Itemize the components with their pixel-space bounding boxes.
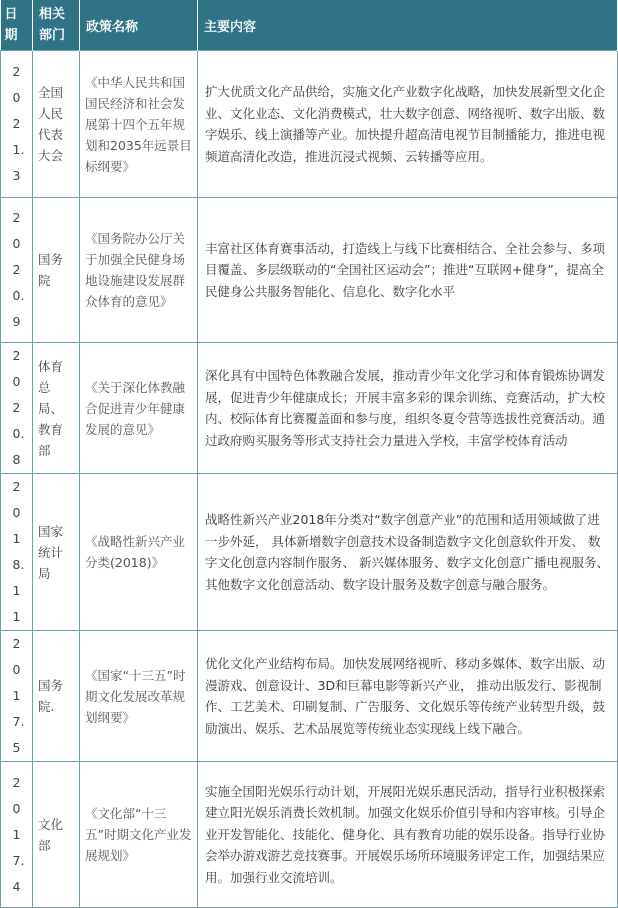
date-stack: 2018.11 xyxy=(12,479,25,624)
header-row xyxy=(1,0,618,51)
row-date xyxy=(1,51,33,198)
table-row xyxy=(1,198,618,343)
row-policy-name: 《文化部“十三五”时期文化产业发展规划》 xyxy=(80,762,198,908)
row-content: 扩大优质文化产品供给，实施文化产业数字化战略，加快发展新型文化企业、文化业态、文化消费模式，壮大数字创意、网络视听、数字出版、数字娱乐、线上演播等产业。加快提升超高清电视节目制播能力，推进电视频道高清化改造，推进沉浸式视频、云转播等应用。 xyxy=(198,51,618,198)
row-date xyxy=(1,343,33,474)
row-policy-name: 《国务院办公厅关于加强全民健身场地设施建设发展群众体育的意见》 xyxy=(80,198,198,343)
row-policy-name: 《战略性新兴产业分类(2018)》 xyxy=(80,474,198,631)
header-policy-name: 政策名称 xyxy=(80,0,198,51)
row-content: 战略性新兴产业2018年分类对“数字创意产业”的范围和适用领域做了进一步外延， 具体新增数字创意技术设备制造数字文化创意软件开发、 数字文化创意内容制作服务、 新兴媒体服务、数字文化创意广播电视服务、其他数字文化创意活动、数字设计服务及数字创意与融合服务。 xyxy=(198,474,618,631)
row-date xyxy=(1,198,33,343)
row-date xyxy=(1,762,33,908)
table-row xyxy=(1,343,618,474)
row-dept: 文化部 xyxy=(33,762,80,908)
table-row xyxy=(1,474,618,631)
table-row xyxy=(1,631,618,762)
row-policy-name: 《国家“十三五”时期文化发展改革规划纲要》 xyxy=(80,631,198,762)
table-row xyxy=(1,51,618,198)
header-dept: 相关部门 xyxy=(33,0,80,51)
date-stack: 2021.3 xyxy=(12,64,25,183)
date-stack: 2017.4 xyxy=(12,774,25,894)
row-dept: 全国人民代表大会 xyxy=(33,51,80,198)
row-dept: 国家统计局 xyxy=(33,474,80,631)
row-date xyxy=(1,474,33,631)
row-policy-name: 《中华人民共和国国民经济和社会发展第十四个五年规划和2035年远景目标纲要》 xyxy=(80,51,198,198)
row-dept: 体育总局、教育部 xyxy=(33,343,80,474)
row-dept: 国务院 xyxy=(33,198,80,343)
table-row xyxy=(1,762,618,908)
row-content: 深化具有中国特色体教融合发展，推动青少年文化学习和体育锻炼协调发展，促进青少年健康成长；开展丰富多彩的课余训练、竞赛活动，扩大校内、校际体育比赛覆盖面和参与度，组织冬夏令营等选拔性竞赛活动。通过政府购买服务等形式支持社会力量进入学校，丰富学校体育活动 xyxy=(198,343,618,474)
row-policy-name: 《关于深化体教融合促进青少年健康发展的意见》 xyxy=(80,343,198,474)
row-date xyxy=(1,631,33,762)
row-content: 实施全国阳光娱乐行动计划，开展阳光娱乐惠民活动，指导行业积极探索建立阳光娱乐消费长效机制。加强文化娱乐价值引导和内容审核。引导企业开发智能化、技能化、健身化、具有教育功能的娱乐设备。指导行业协会举办游戏游艺竞技赛事。开展娱乐场所环境服务评定工作，加强结果应用。加强行业交流培训。 xyxy=(198,762,618,908)
row-content: 丰富社区体育赛事活动，打造线上与线下比赛相结合、全社会参与、多项目覆盖、多层级联动的“全国社区运动会”；推进“互联网+健身”，提高全民健身公共服务智能化、信息化、数字化水平 xyxy=(198,198,618,343)
date-stack: 2020.9 xyxy=(12,210,25,329)
date-stack: 2017.5 xyxy=(12,636,25,755)
row-content: 优化文化产业结构布局。加快发展网络视听、移动多媒体、数字出版、动漫游戏、创意设计、3D和巨幕电影等新兴产业， 推动出版发行、影视制作、工艺美术、印刷复制、广告服务、文化娱乐等传统产业转型升级，鼓励演出、娱乐、艺术品展览等传统业态实现线上线下融合。 xyxy=(198,631,618,762)
header-date: 日期 xyxy=(1,0,33,51)
header-content: 主要内容 xyxy=(198,0,618,51)
row-dept: 国务院. xyxy=(33,631,80,762)
date-stack: 2020.8 xyxy=(12,348,25,467)
